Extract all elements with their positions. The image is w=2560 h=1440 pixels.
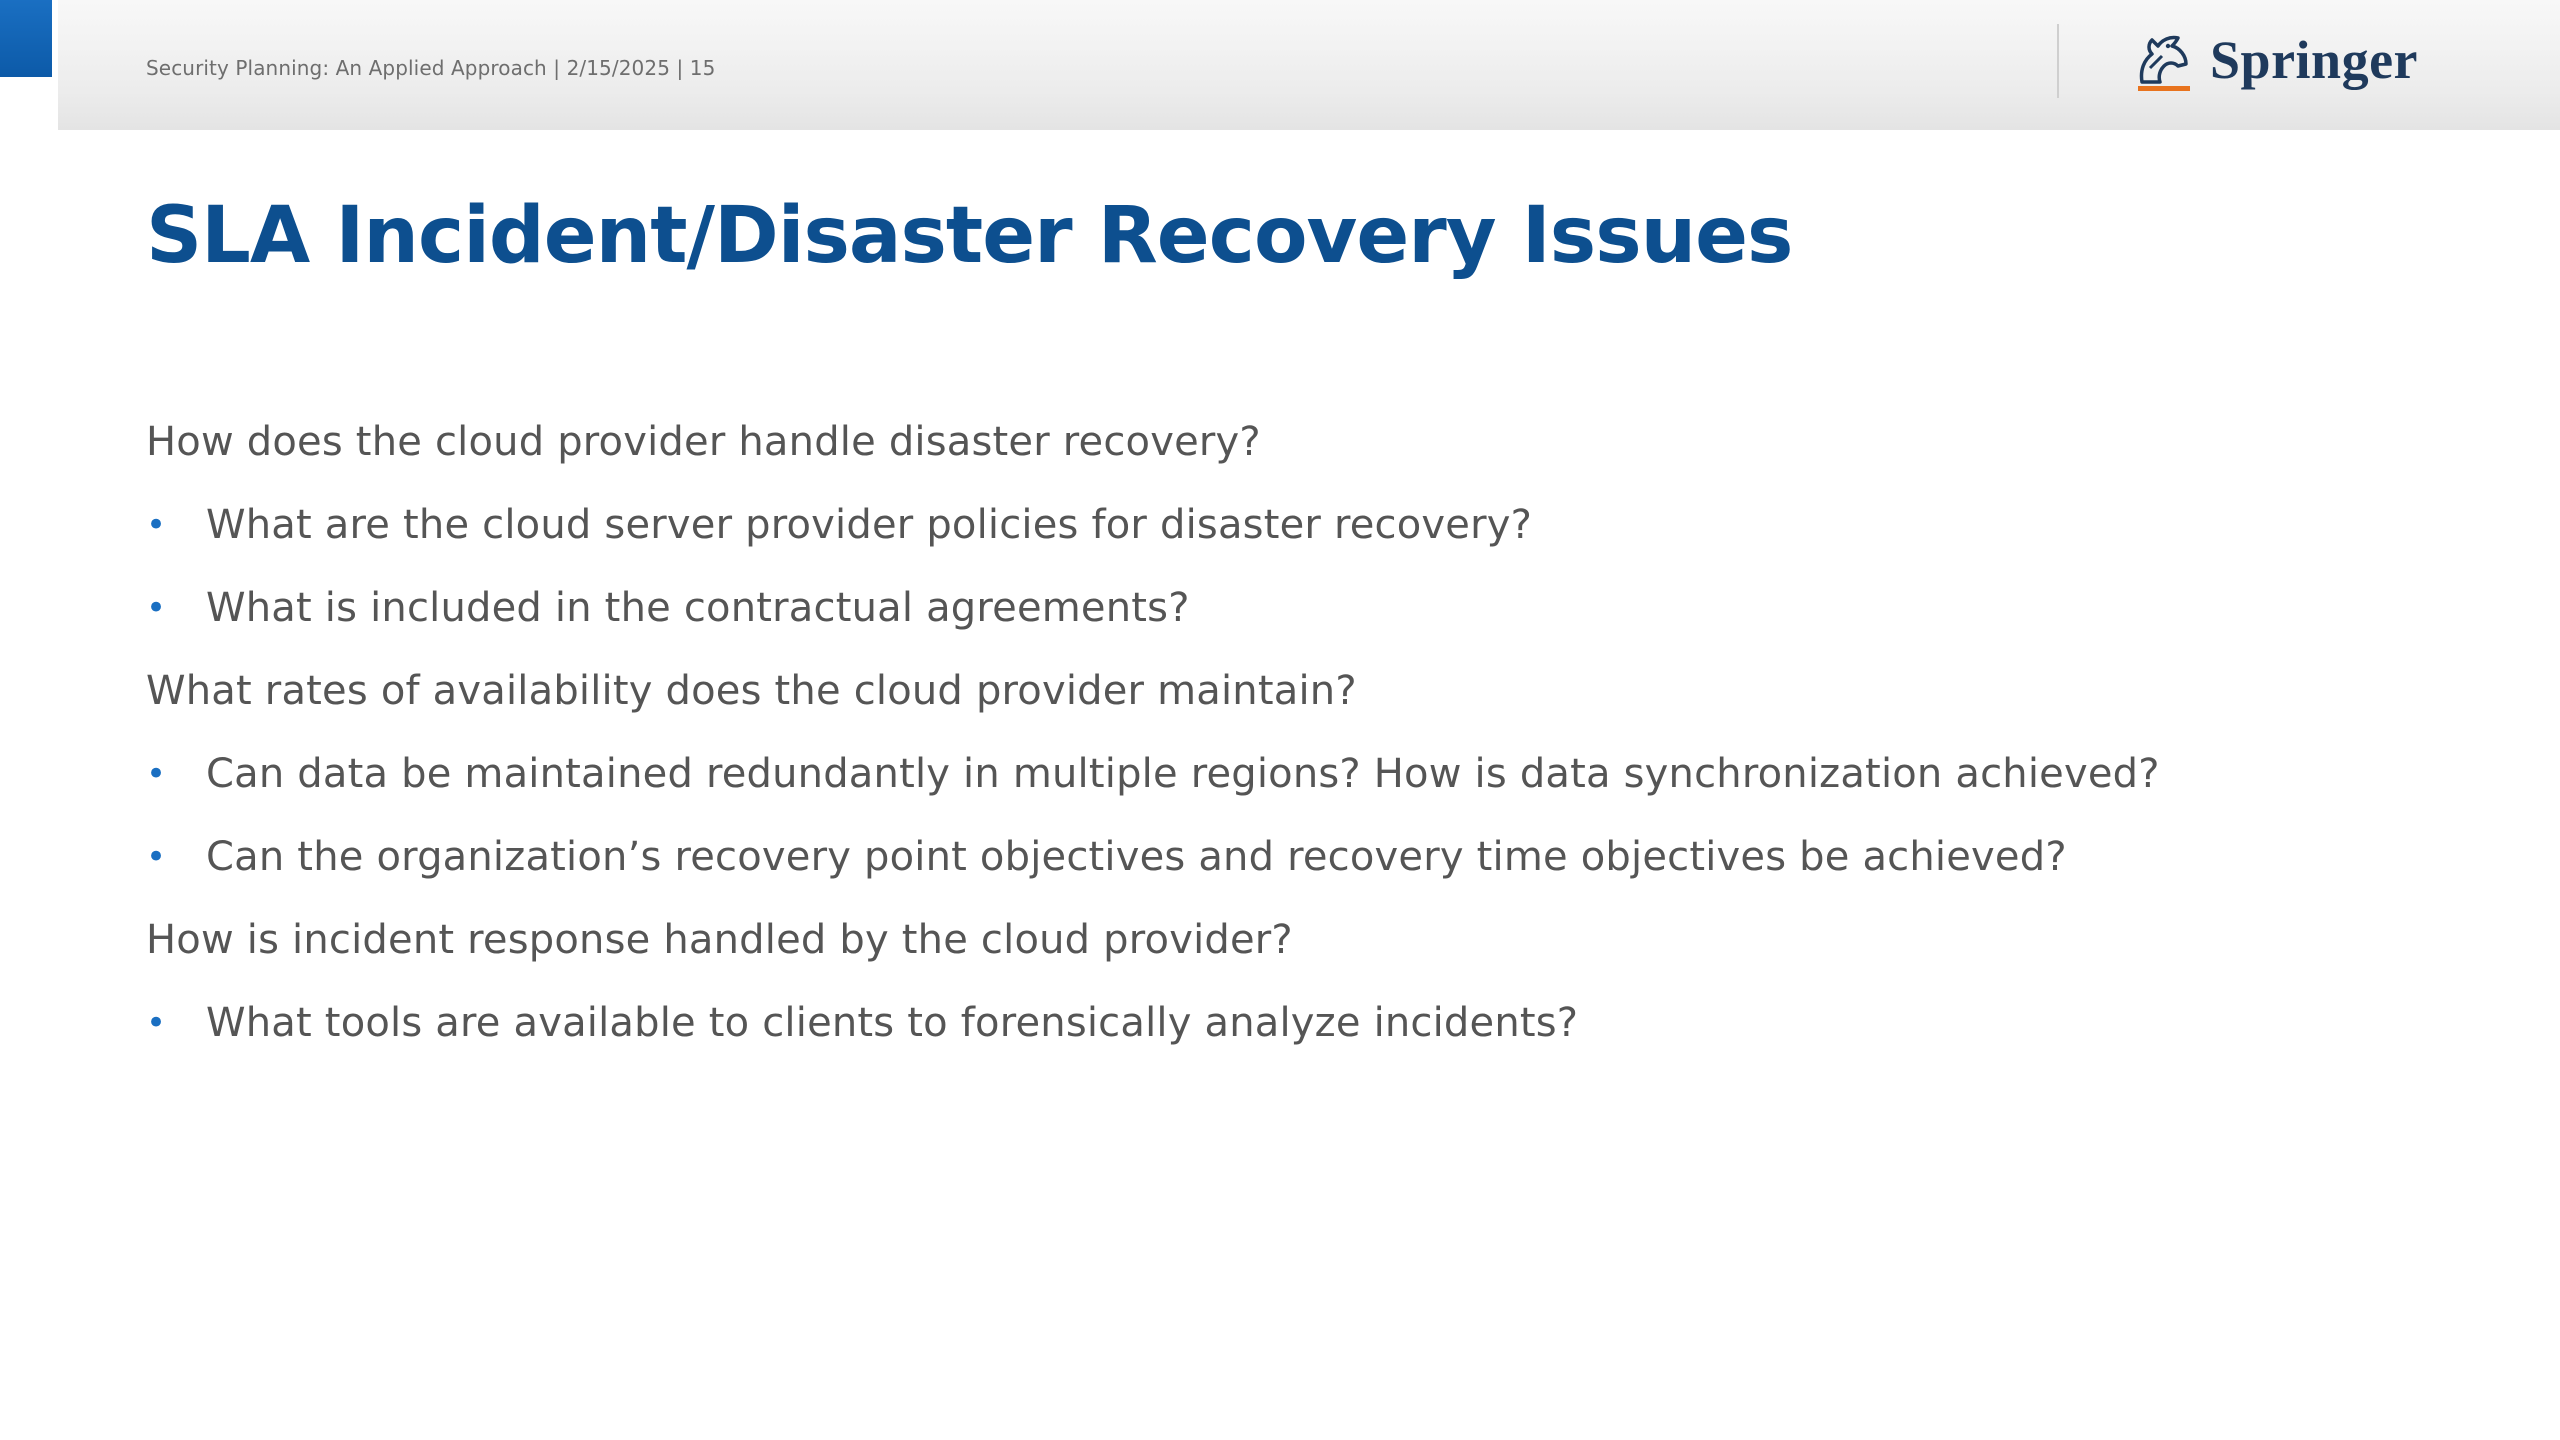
question-text: How does the cloud provider handle disaster recovery?: [146, 418, 1261, 465]
bullet-item: [146, 566, 2446, 649]
logo-wordmark: Springer: [2210, 30, 2419, 90]
bullet-text: What are the cloud server provider policies for disaster recovery?: [206, 501, 1533, 548]
bullet-text: Can the organization’s recovery point objectives and recovery time objectives be achieved?: [206, 833, 2067, 880]
slide-body: [146, 400, 2446, 1064]
slide-footer-text: Security Planning: An Applied Approach | 2/15/2025 | 15: [146, 56, 716, 80]
question-line: [146, 400, 2446, 483]
question-line: [146, 898, 2446, 981]
bullet-item: [146, 981, 2446, 1064]
question-line: [146, 649, 2446, 732]
bullet-text: Can data be maintained redundantly in multiple regions? How is data synchronization achieved?: [206, 750, 2160, 797]
springer-logo: [2128, 24, 2418, 96]
question-text: What rates of availability does the cloud provider maintain?: [146, 667, 1357, 714]
question-text: How is incident response handled by the cloud provider?: [146, 916, 1293, 963]
bullet-marker: •: [146, 504, 167, 545]
bullet-text: What tools are available to clients to forensically analyze incidents?: [206, 999, 1579, 1046]
springer-horse-icon: [2128, 24, 2200, 96]
corner-accent-block: [0, 0, 52, 77]
slide-title: SLA Incident/Disaster Recovery Issues: [146, 191, 1793, 281]
bullet-marker: •: [146, 753, 167, 794]
bullet-item: [146, 483, 2446, 566]
bullet-item: [146, 815, 2446, 898]
bullet-text: What is included in the contractual agreements?: [206, 584, 1190, 631]
bullet-marker: •: [146, 587, 167, 628]
bullet-item: [146, 732, 2446, 815]
bullet-marker: •: [146, 1002, 167, 1043]
bullet-marker: •: [146, 836, 167, 877]
header-divider: [2057, 24, 2059, 98]
